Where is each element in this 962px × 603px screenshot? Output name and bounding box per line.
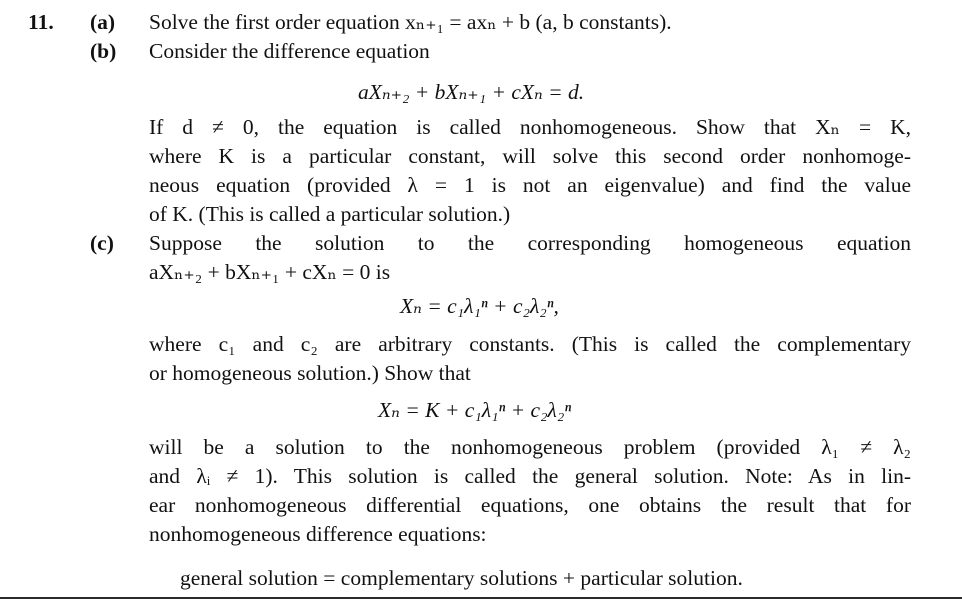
part-b-label: (b) — [90, 39, 117, 63]
part-b-intro: Consider the difference equation — [149, 39, 430, 63]
part-b-equation: aXₙ₊₂ + bXₙ₊₁ + cXₙ = d. — [358, 80, 585, 104]
part-a-label: (a) — [90, 10, 116, 34]
part-a-line: Solve the first order equation xₙ₊₁ = axₙ + b (a, b constants). — [149, 10, 672, 34]
part-c-label: (c) — [90, 231, 114, 255]
part-b-para-line-2: where K is a particular constant, will solve this second order nonhomoge- — [149, 144, 911, 168]
part-c-homogeneous-eq: aXₙ₊₂ + bXₙ₊₁ + cXₙ = 0 is — [149, 260, 391, 284]
final-equation: general solution = complementary solutions + particular solution. — [180, 566, 743, 590]
part-c-para2-line-3: ear nonhomogeneous differential equations, one obtains the result that for — [149, 493, 911, 517]
part-c-equation-2: Xₙ = K + c₁λ₁ⁿ + c₂λ₂ⁿ — [378, 398, 572, 422]
part-c-equation-1: Xₙ = c₁λ₁ⁿ + c₂λ₂ⁿ, — [400, 294, 559, 318]
part-c-para2-line-4: nonhomogeneous difference equations: — [149, 522, 487, 546]
part-c-intro: Suppose the solution to the corresponding homogeneous equation — [149, 231, 911, 255]
problem-number: 11. — [28, 10, 54, 34]
part-b-para-line-1: If d ≠ 0, the equation is called nonhomogeneous. Show that Xₙ = K, — [149, 115, 911, 139]
part-c-para2-line-1: will be a solution to the nonhomogeneous problem (provided λ₁ ≠ λ₂ — [149, 435, 911, 459]
part-c-para2-line-2: and λᵢ ≠ 1). This solution is called the general solution. Note: As in lin- — [149, 464, 911, 488]
bottom-rule — [0, 597, 962, 599]
part-c-para1-line-2: or homogeneous solution.) Show that — [149, 361, 471, 385]
part-b-para-line-3: neous equation (provided λ = 1 is not an eigenvalue) and find the value — [149, 173, 911, 197]
part-b-para-line-4: of K. (This is called a particular solution.) — [149, 202, 511, 226]
part-c-para1-line-1: where c₁ and c₂ are arbitrary constants. (This is called the complementary — [149, 332, 911, 356]
